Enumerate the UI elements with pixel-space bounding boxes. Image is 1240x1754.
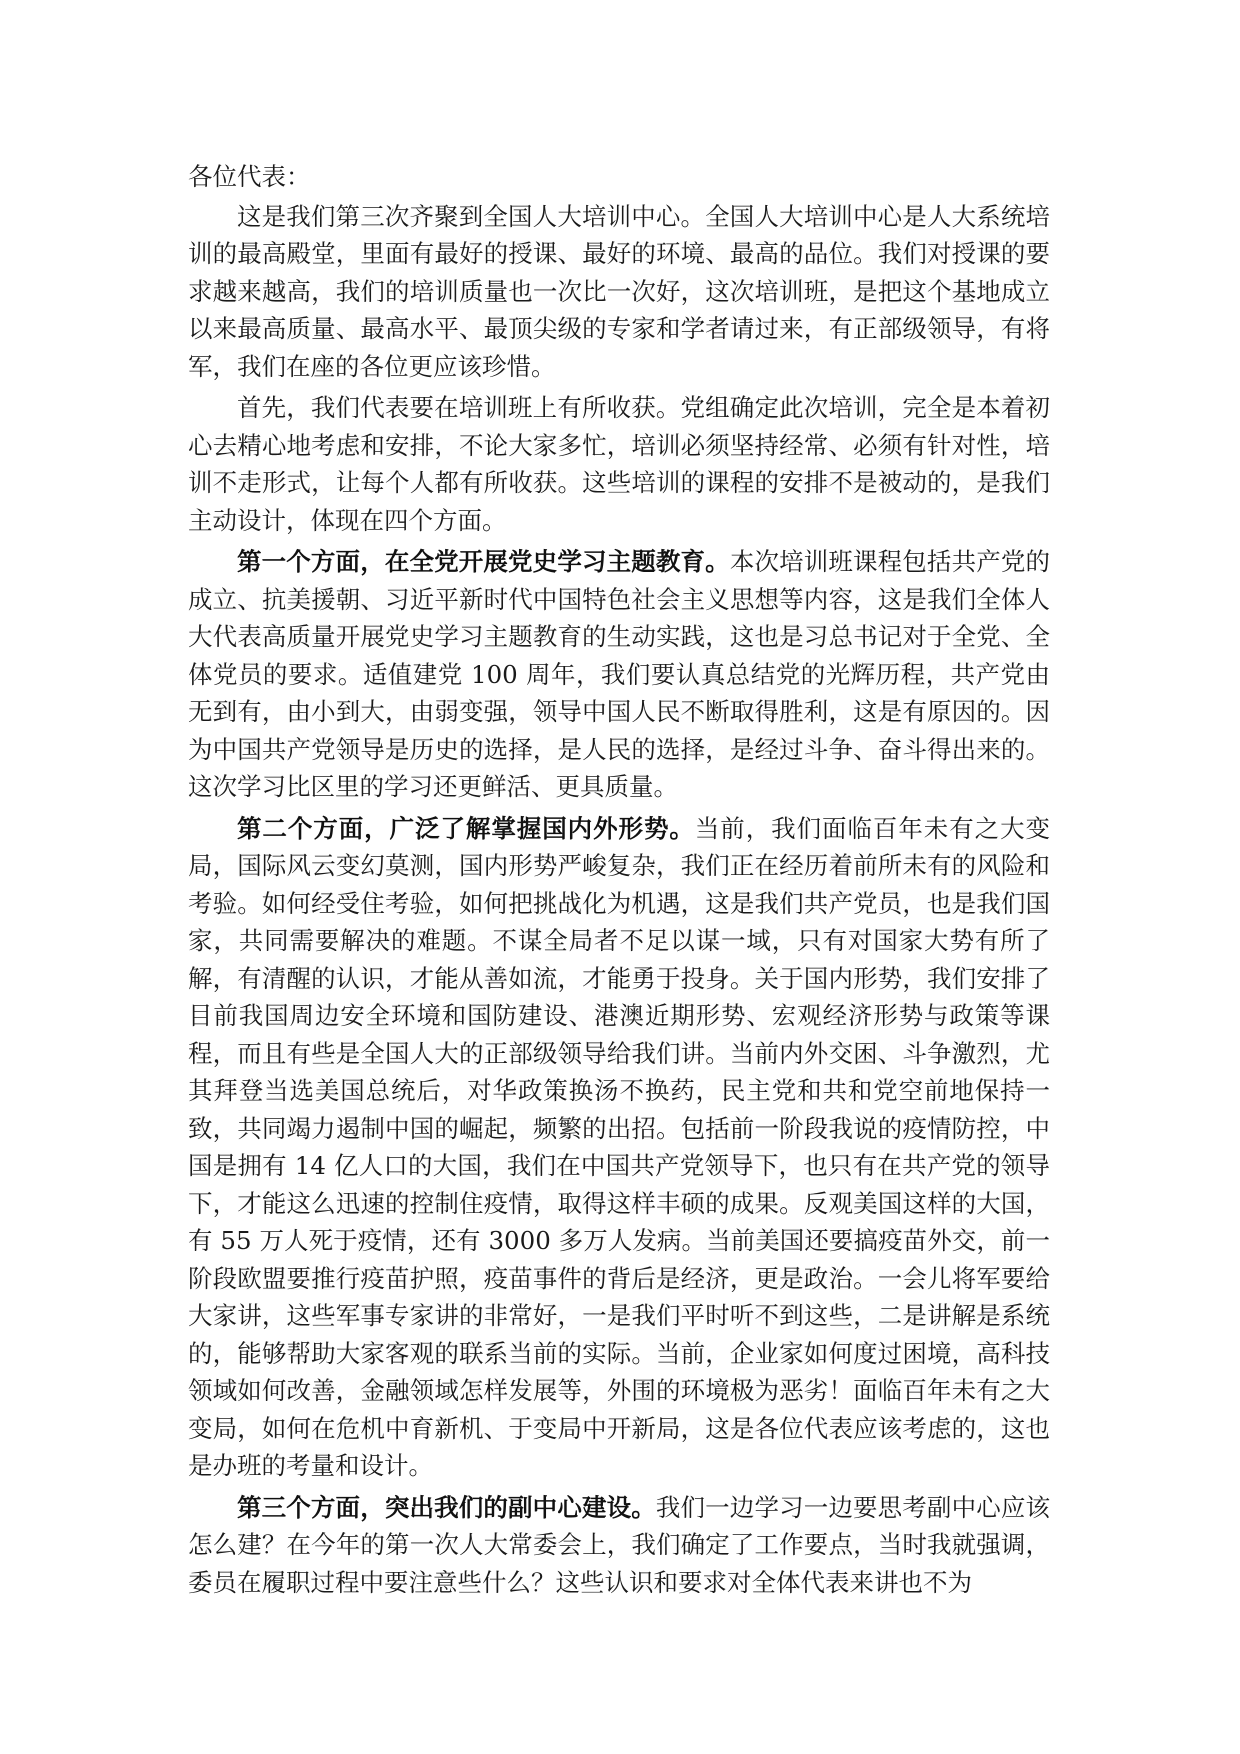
paragraph-heading: 第三个方面，突出我们的副中心建设。 — [237, 1492, 656, 1522]
paragraph-text: 本次培训班课程包括共产党的成立、抗美援朝、习近平新时代中国特色社会主义思想等内容，这是我们全体人大代表高质量开展党史学习主题教育的生动实践，这也是习总书记对于全党、全体党员的要求。适值建党 100 周年，我们要认真总结党的光辉历程，共产党由无到有，由小到大，由弱变强，领导中国人民不断取得胜利，这是有原因的。因为中国共产党领导是历史的选择，是人民的选择，是经过斗争、奋斗得出来的。这次学习比区里的学习还更鲜活、更具质量。 — [188, 547, 1050, 801]
paragraph-text: 首先，我们代表要在培训班上有所收获。党组确定此次培训，完全是本着初心去精心地考虑和安排，不论大家多忙，培训必须坚持经常、必须有针对性，培训不走形式，让每个人都有所收获。这些培训的课程的安排不是被动的，是我们主动设计，体现在四个方面。 — [188, 393, 1050, 535]
paragraph-text: 这是我们第三次齐聚到全国人大培训中心。全国人大培训中心是人大系统培训的最高殿堂，里面有最好的授课、最好的环境、最高的品位。我们对授课的要求越来越高，我们的培训质量也一次比一次好，这次培训班，是把这个基地成立以来最高质量、最高水平、最顶尖级的专家和学者请过来，有正部级领导，有将军，我们在座的各位更应该珍惜。 — [188, 201, 1050, 381]
paragraph-aspect-two — [188, 810, 1050, 1485]
paragraph-text: 当前，我们面临百年未有之大变局，国际风云变幻莫测，国内形势严峻复杂，我们正在经历着前所未有的风险和考验。如何经受住考验，如何把挑战化为机遇，这是我们共产党员，也是我们国家，共同需要解决的难题。不谋全局者不足以谋一域，只有对国家大势有所了解，有清醒的认识，才能从善如流，才能勇于投身。关于国内形势，我们安排了目前我国周边安全环境和国防建设、港澳近期形势、宏观经济形势与政策等课程，而且有些是全国人大的正部级领导给我们讲。当前内外交困、斗争激烈，尤其拜登当选美国总统后，对华政策换汤不换药，民主党和共和党空前地保持一致，共同竭力遏制中国的崛起，频繁的出招。包括前一阶段我说的疫情防控，中国是拥有 14 亿人口的大国，我们在中国共产党领导下，也只有在共产党的领导下，才能这么迅速的控制住疫情，取得这样丰硕的成果。反观美国这样的大国，有 55 万人死于疫情，还有 3000 多万人发病。当前美国还要搞疫苗外交，前一阶段欧盟要推行疫苗护照，疫苗事件的背后是经济，更是政治。一会儿将军要给大家讲，这些军事专家讲的非常好，一是我们平时听不到这些，二是讲解是系统的，能够帮助大家客观的联系当前的实际。当前，企业家如何度过困境，高科技领域如何改善，金融领域怎样发展等，外围的环境极为恶劣！面临百年未有之大变局，如何在危机中育新机、于变局中开新局，这是各位代表应该考虑的，这也是办班的考量和设计。 — [188, 813, 1051, 1480]
salutation: 各位代表： — [188, 162, 311, 191]
document-body — [188, 158, 1050, 1605]
paragraph-heading: 第二个方面，广泛了解掌握国内外形势。 — [237, 813, 695, 843]
paragraph-text: 我们一边学习一边要思考副中心应该怎么建？在今年的第一次人大常委会上，我们确定了工作要点，当时我就强调，委员在履职过程中要注意些什么？这些认识和要求对全体代表来讲也不为 — [188, 1492, 1050, 1597]
paragraph-aspect-three — [188, 1489, 1050, 1602]
paragraph-aspect-one — [188, 543, 1050, 806]
paragraph-first — [188, 389, 1050, 539]
paragraph-heading: 第一个方面，在全党开展党史学习主题教育。 — [237, 547, 730, 576]
paragraph-intro — [188, 198, 1050, 386]
